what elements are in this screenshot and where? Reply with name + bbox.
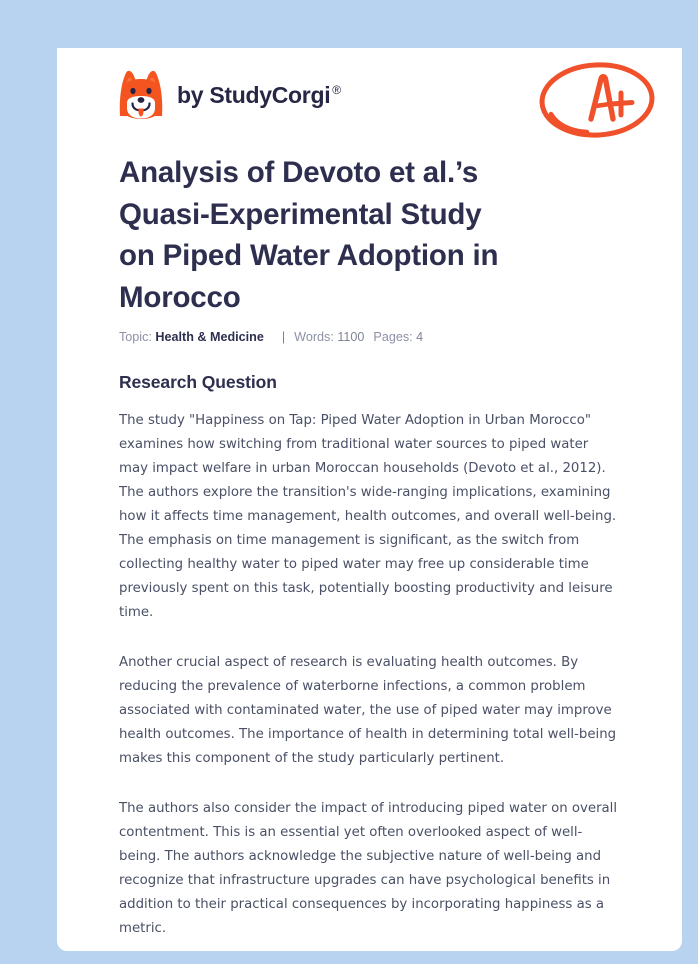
- document-header: [57, 48, 682, 152]
- meta-pages-label: Pages:: [373, 330, 413, 344]
- brand-logo-block[interactable]: [119, 70, 341, 120]
- meta-topic-label: Topic:: [119, 330, 152, 344]
- page-title: Analysis of Devoto et al.’s Quasi-Experimental Study on Piped Water Adoption in Morocco: [119, 156, 499, 314]
- a-plus-circled-icon: [535, 58, 659, 146]
- body-paragraph: The authors also consider the impact of introducing piped water on overall contentment. This is an essential yet often overlooked aspect of well-being. The authors acknowledge the subjective nature of well-being and recognize that infrastructure upgrades can have psychological benefits in addition to their practical consequences by incorporating happiness as a metric.: [119, 801, 618, 936]
- document-metadata: [57, 318, 682, 346]
- meta-words-label: Words:: [294, 330, 334, 344]
- section-heading: Research Question: [119, 372, 277, 392]
- meta-separator: |: [281, 330, 286, 344]
- brand-name: StudyCorgi: [209, 81, 331, 108]
- document-page: [57, 48, 682, 951]
- body-paragraph: Another crucial aspect of research is evaluating health outcomes. By reducing the prevalence of waterborne infections, a common problem associated with contaminated water, the use of piped water may improve health outcomes. The importance of health in determining total well-being makes this component of the study particularly pertinent.: [119, 655, 617, 766]
- brand-prefix: by: [177, 81, 210, 108]
- meta-pages: [373, 330, 423, 344]
- brand-wordmark: [177, 81, 341, 108]
- meta-words: [294, 330, 364, 344]
- meta-topic-value: Health & Medicine: [155, 330, 264, 344]
- meta-pages-value: 4: [416, 330, 424, 344]
- registered-trademark-icon: ®: [332, 82, 341, 97]
- meta-topic: [119, 330, 264, 344]
- document-body: [57, 346, 682, 941]
- meta-words-value: 1100: [337, 330, 365, 344]
- corgi-face-icon: [119, 70, 163, 120]
- body-paragraph: The study "Happiness on Tap: Piped Water Adoption in Urban Morocco" examines how switching from traditional water sources to piped water may impact welfare in urban Moroccan households (Devoto et al., 2012). The authors explore the transition's wide-ranging implications, examining how it affects time management, health outcomes, and overall well-being. The emphasis on time management is significant, as the switch from collecting healthy water to piped water may free up considerable time previously spent on this task, potentially boosting productivity and leisure time.: [119, 413, 617, 620]
